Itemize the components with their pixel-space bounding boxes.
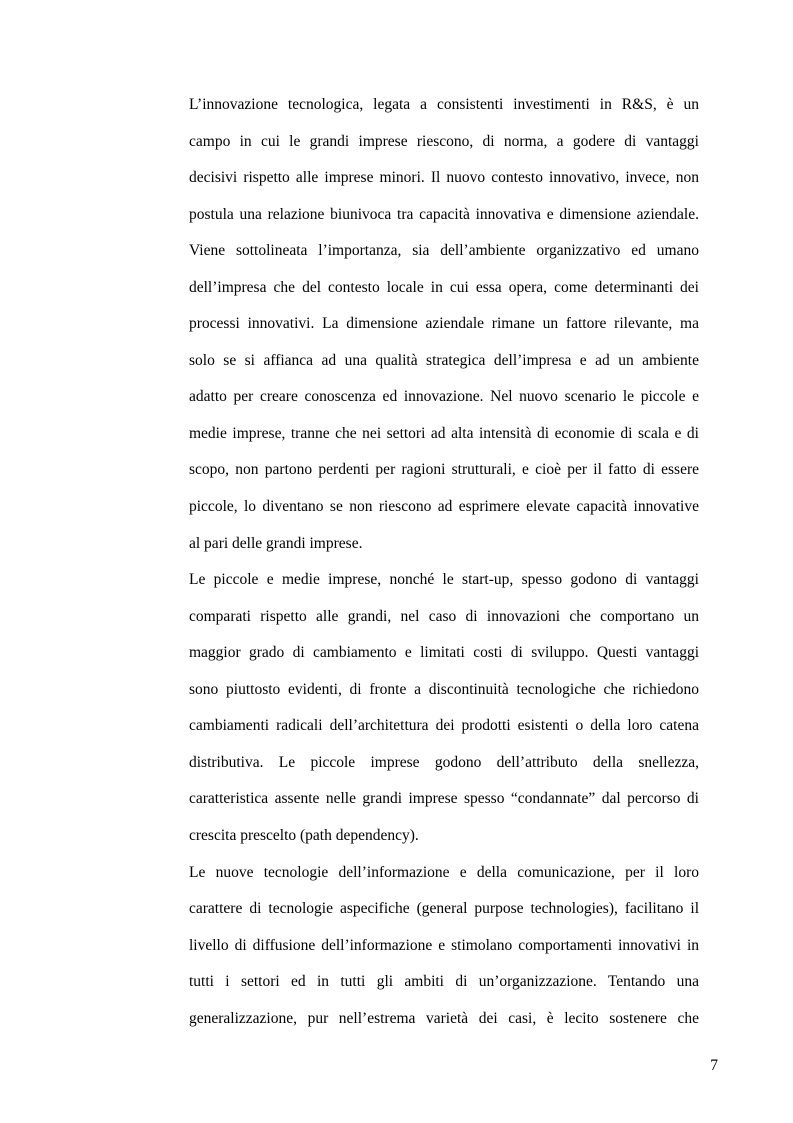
text-line: carattere di tecnologie aspecifiche (general purpose technologies), facilitano il <box>189 900 699 917</box>
text-line: postula una relazione biunivoca tra capacità innovativa e dimensione aziendale. <box>189 206 699 223</box>
text-line: sono piuttosto evidenti, di fronte a discontinuità tecnologiche che richiedono <box>189 681 699 698</box>
text-line: Le piccole e medie imprese, nonché le start-up, spesso godono di vantaggi <box>189 571 699 588</box>
text-line: generalizzazione, pur nell’estrema varietà dei casi, è lecito sostenere che <box>189 1010 699 1027</box>
text-line: scopo, non partono perdenti per ragioni strutturali, e cioè per il fatto di essere <box>189 461 699 478</box>
text-line: Le nuove tecnologie dell’informazione e della comunicazione, per il loro <box>189 864 699 881</box>
text-line: livello di diffusione dell’informazione e stimolano comportamenti innovativi in <box>189 937 699 954</box>
text-line: adatto per creare conoscenza ed innovazione. Nel nuovo scenario le piccole e <box>189 388 699 405</box>
text-line: piccole, lo diventano se non riescono ad esprimere elevate capacità innovative <box>189 498 699 515</box>
text-line: comparati rispetto alle grandi, nel caso di innovazioni che comportano un <box>189 608 699 625</box>
text-line: processi innovativi. La dimensione aziendale rimane un fattore rilevante, ma <box>189 315 699 332</box>
text-line: solo se si affianca ad una qualità strategica dell’impresa e ad un ambiente <box>189 352 699 369</box>
text-line: campo in cui le grandi imprese riescono, di norma, a godere di vantaggi <box>189 133 699 150</box>
text-line: decisivi rispetto alle imprese minori. Il nuovo contesto innovativo, invece, non <box>189 169 699 186</box>
text-line: al pari delle grandi imprese. <box>189 535 363 552</box>
text-line: caratteristica assente nelle grandi imprese spesso “condannate” dal percorso di <box>189 790 699 807</box>
page-number: 7 <box>710 1057 718 1074</box>
text-line: crescita prescelto (path dependency). <box>189 827 419 844</box>
text-line: maggior grado di cambiamento e limitati costi di sviluppo. Questi vantaggi <box>189 644 699 661</box>
text-line: distributiva. Le piccole imprese godono dell’attributo della snellezza, <box>189 754 699 771</box>
text-line: cambiamenti radicali dell’architettura dei prodotti esistenti o della loro catena <box>189 717 699 734</box>
text-line: Viene sottolineata l’importanza, sia dell’ambiente organizzativo ed umano <box>189 242 699 259</box>
text-line: dell’impresa che del contesto locale in cui essa opera, come determinanti dei <box>189 279 699 296</box>
text-line: L’innovazione tecnologica, legata a consistenti investimenti in R&S, è un <box>189 96 699 113</box>
text-line: medie imprese, tranne che nei settori ad alta intensità di economie di scala e di <box>189 425 699 442</box>
text-line: tutti i settori ed in tutti gli ambiti di un’organizzazione. Tentando una <box>189 973 699 990</box>
